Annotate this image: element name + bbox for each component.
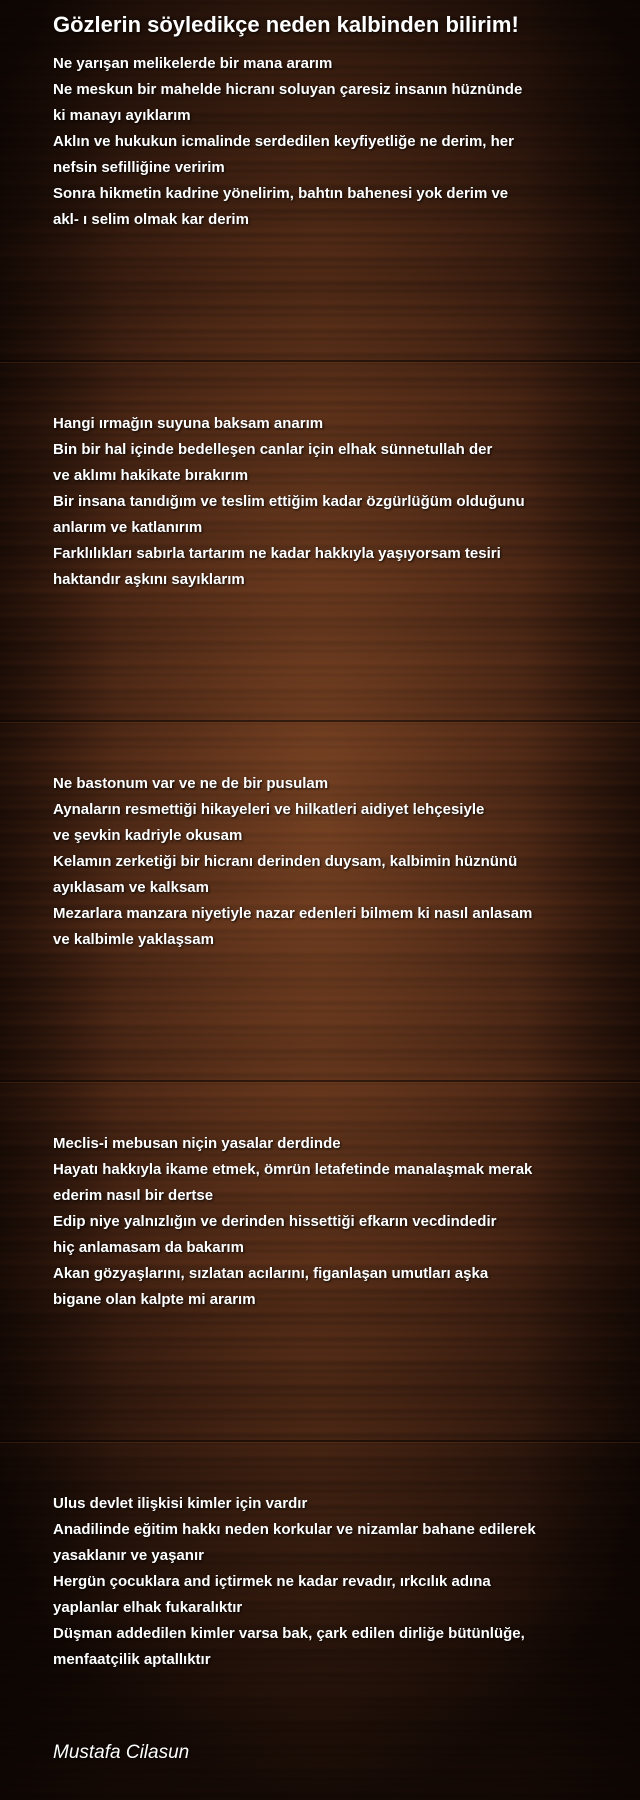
stanza-1: [53, 51, 623, 233]
poem-line: Edip niye yalnızlığın ve derinden hissettiği efkarın vecdindedir: [53, 1213, 497, 1230]
poem-line: hiç anlamasam da bakarım: [53, 1239, 244, 1256]
poem-line: akl- ı selim olmak kar derim: [53, 211, 249, 228]
poem-line: ve şevkin kadriyle okusam: [53, 827, 243, 844]
poem-line: bigane olan kalpte mi ararım: [53, 1291, 256, 1308]
stanza-5: [53, 1491, 623, 1673]
poem-line: Düşman addedilen kimler varsa bak, çark edilen dirliğe bütünlüğe,: [53, 1625, 525, 1642]
stanza-4: [53, 1131, 623, 1313]
poem-line: Aklın ve hukukun icmalinde serdedilen keyfiyetliğe ne derim, her: [53, 133, 514, 150]
poem-line: Hayatı hakkıyla ikame etmek, ömrün letafetinde manalaşmak merak: [53, 1161, 533, 1178]
poem-line: yaplanlar elhak fukaralıktır: [53, 1599, 243, 1616]
poem-line: anlarım ve katlanırım: [53, 519, 203, 536]
wood-plank-seam: [0, 720, 640, 722]
wood-plank-seam: [0, 1080, 640, 1082]
poem-line: Bir insana tanıdığım ve teslim ettiğim kadar özgürlüğüm olduğunu: [53, 493, 525, 510]
poem-line: Meclis-i mebusan niçin yasalar derdinde: [53, 1135, 341, 1152]
poem-line: ederim nasıl bir dertse: [53, 1187, 214, 1204]
poem-line: ve kalbimle yaklaşsam: [53, 931, 214, 948]
poem-line: Ne yarışan melikelerde bir mana ararım: [53, 55, 333, 72]
poem-line: Mezarlara manzara niyetiyle nazar edenleri bilmem ki nasıl anlasam: [53, 905, 533, 922]
poem-line: Bin bir hal içinde bedelleşen canlar için elhak sünnetullah der: [53, 441, 493, 458]
poem-line: Sonra hikmetin kadrine yönelirim, bahtın bahenesi yok derim ve: [53, 185, 509, 202]
poem-line: ve aklımı hakikate bırakırım: [53, 467, 249, 484]
poem-line: haktandır aşkını sayıklarım: [53, 571, 245, 588]
author-name: Mustafa Cilasun: [53, 1742, 190, 1763]
stanza-3: [53, 771, 623, 953]
poem-line: Ulus devlet ilişkisi kimler için vardır: [53, 1495, 308, 1512]
stanza-2: [53, 411, 623, 593]
poem-line: Aynaların resmettiği hikayeleri ve hilkatleri aidiyet lehçesiyle: [53, 801, 485, 818]
poem-line: nefsin sefilliğine veririm: [53, 159, 225, 176]
poem-line: Hangi ırmağın suyuna baksam anarım: [53, 415, 324, 432]
poem-line: menfaatçilik aptallıktır: [53, 1651, 211, 1668]
poem-line: yasaklanır ve yaşanır: [53, 1547, 204, 1564]
poem-title: Gözlerin söyledikçe neden kalbinden bilirim!: [53, 12, 519, 37]
poem-line: Akan gözyaşlarını, sızlatan acılarını, figanlaşan umutları aşka: [53, 1265, 489, 1282]
poem-line: ki manayı ayıklarım: [53, 107, 191, 124]
poem-line: Ne meskun bir mahelde hicranı soluyan çaresiz insanın hüznünde: [53, 81, 523, 98]
poem-line: Kelamın zerketiği bir hicranı derinden duysam, kalbimin hüznünü: [53, 853, 518, 870]
poem-line: Hergün çocuklara and içtirmek ne kadar revadır, ırkcılık adına: [53, 1573, 491, 1590]
poem-line: Ne bastonum var ve ne de bir pusulam: [53, 775, 329, 792]
wood-plank-seam: [0, 360, 640, 362]
wood-plank-seam: [0, 1440, 640, 1442]
poem-line: ayıklasam ve kalksam: [53, 879, 209, 896]
poem-line: Anadilinde eğitim hakkı neden korkular ve nizamlar bahane edilerek: [53, 1521, 536, 1538]
poem-line: Farklılıkları sabırla tartarım ne kadar hakkıyla yaşıyorsam tesiri: [53, 545, 501, 562]
